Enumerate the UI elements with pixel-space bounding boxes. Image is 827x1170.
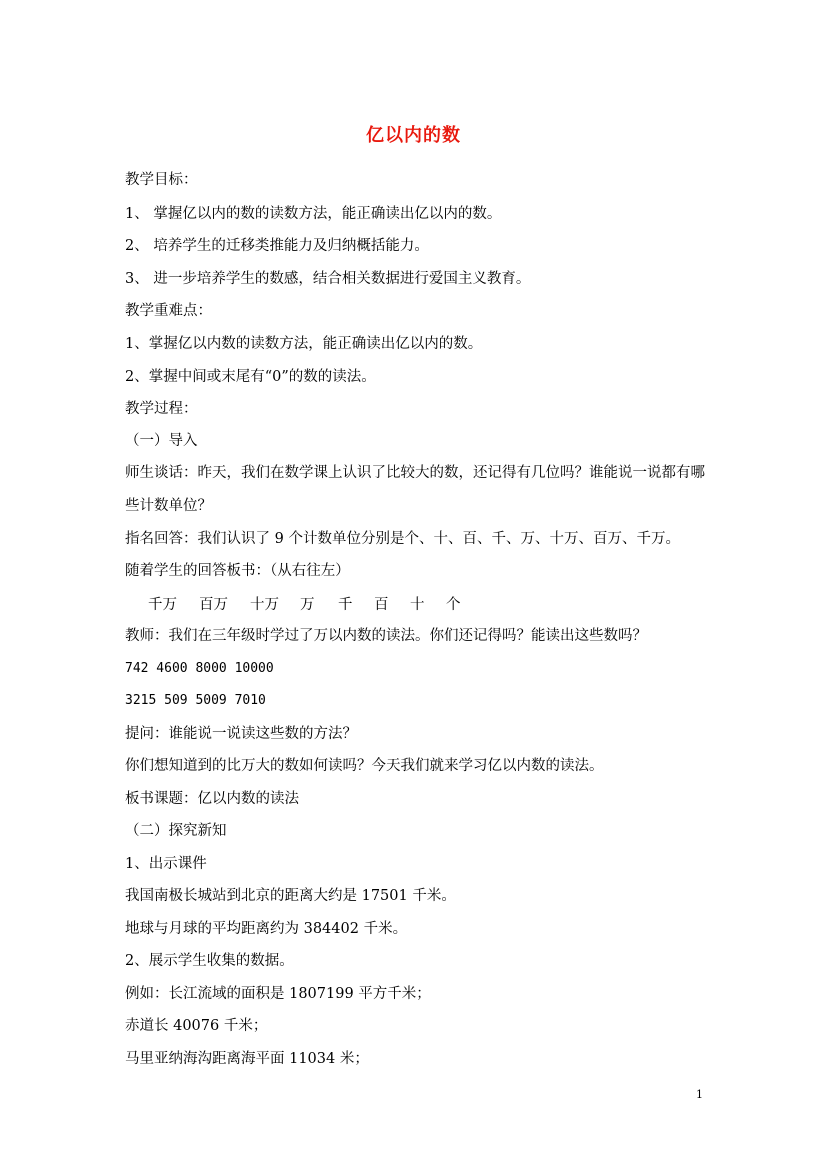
text-line: 些计数单位？ — [125, 498, 212, 514]
unit-label: 万 — [300, 597, 315, 613]
text-line: 师生谈话：昨天，我们在数学课上认识了比较大的数，还记得有几位吗？谁能说一说都有哪 — [125, 465, 705, 481]
unit-label: 个 — [446, 597, 461, 613]
text-line: 地球与月球的平均距离约为 384402 千米。 — [125, 921, 408, 937]
text-line: （二）探究新知 — [125, 823, 227, 839]
text-line: 板书课题：亿以内数的读法 — [125, 791, 299, 807]
text-line: 教学过程： — [125, 401, 198, 417]
text-line: 2、 培养学生的迁移类推能力及归纳概括能力。 — [125, 238, 429, 254]
text-line: 3、 进一步培养学生的数感，结合相关数据进行爱国主义教育。 — [125, 271, 531, 287]
number-line: 3215 509 5009 7010 — [125, 693, 266, 708]
text-line: 随着学生的回答板书：（从右往左） — [125, 563, 350, 579]
unit-label: 百 — [374, 597, 389, 613]
text-line: 1、 掌握亿以内的数的读数方法，能正确读出亿以内的数。 — [125, 206, 502, 222]
text-line: 教学目标： — [125, 172, 198, 188]
text-line: 2、掌握中间或末尾有“0”的数的读法。 — [125, 369, 376, 385]
unit-label: 十 — [410, 597, 425, 613]
text-line: （一）导入 — [125, 433, 198, 449]
text-line: 教师：我们在三年级时学过了万以内数的读法。你们还记得吗？能读出这些数吗？ — [125, 628, 647, 644]
text-line: 教学重难点： — [125, 303, 212, 319]
unit-label: 千万 — [148, 597, 177, 613]
text-line: 马里亚纳海沟距离海平面 11034 米； — [125, 1051, 369, 1067]
text-line: 指名回答：我们认识了 9 个计数单位分别是个、十、百、千、万、十万、百万、千万。 — [125, 531, 680, 547]
text-line: 例如：长江流域的面积是 1807199 平方千米； — [125, 986, 431, 1002]
text-line: 你们想知道到的比万大的数如何读吗？今天我们就来学习亿以内数的读法。 — [125, 758, 604, 774]
text-line: 1、出示课件 — [125, 856, 207, 872]
unit-label: 千 — [338, 597, 353, 613]
text-line: 1、掌握亿以内数的读数方法，能正确读出亿以内的数。 — [125, 336, 483, 352]
text-line: 提问：谁能说一说读这些数的方法？ — [125, 726, 357, 742]
unit-label: 十万 — [250, 597, 279, 613]
unit-label: 百万 — [199, 597, 228, 613]
text-line: 2、展示学生收集的数据。 — [125, 953, 294, 969]
number-line: 742 4600 8000 10000 — [125, 661, 274, 676]
text-line: 赤道长 40076 千米； — [125, 1018, 268, 1034]
document-title: 亿以内的数 — [366, 125, 461, 146]
page-number: 1 — [696, 1088, 703, 1101]
text-line: 我国南极长城站到北京的距离大约是 17501 千米。 — [125, 888, 456, 904]
